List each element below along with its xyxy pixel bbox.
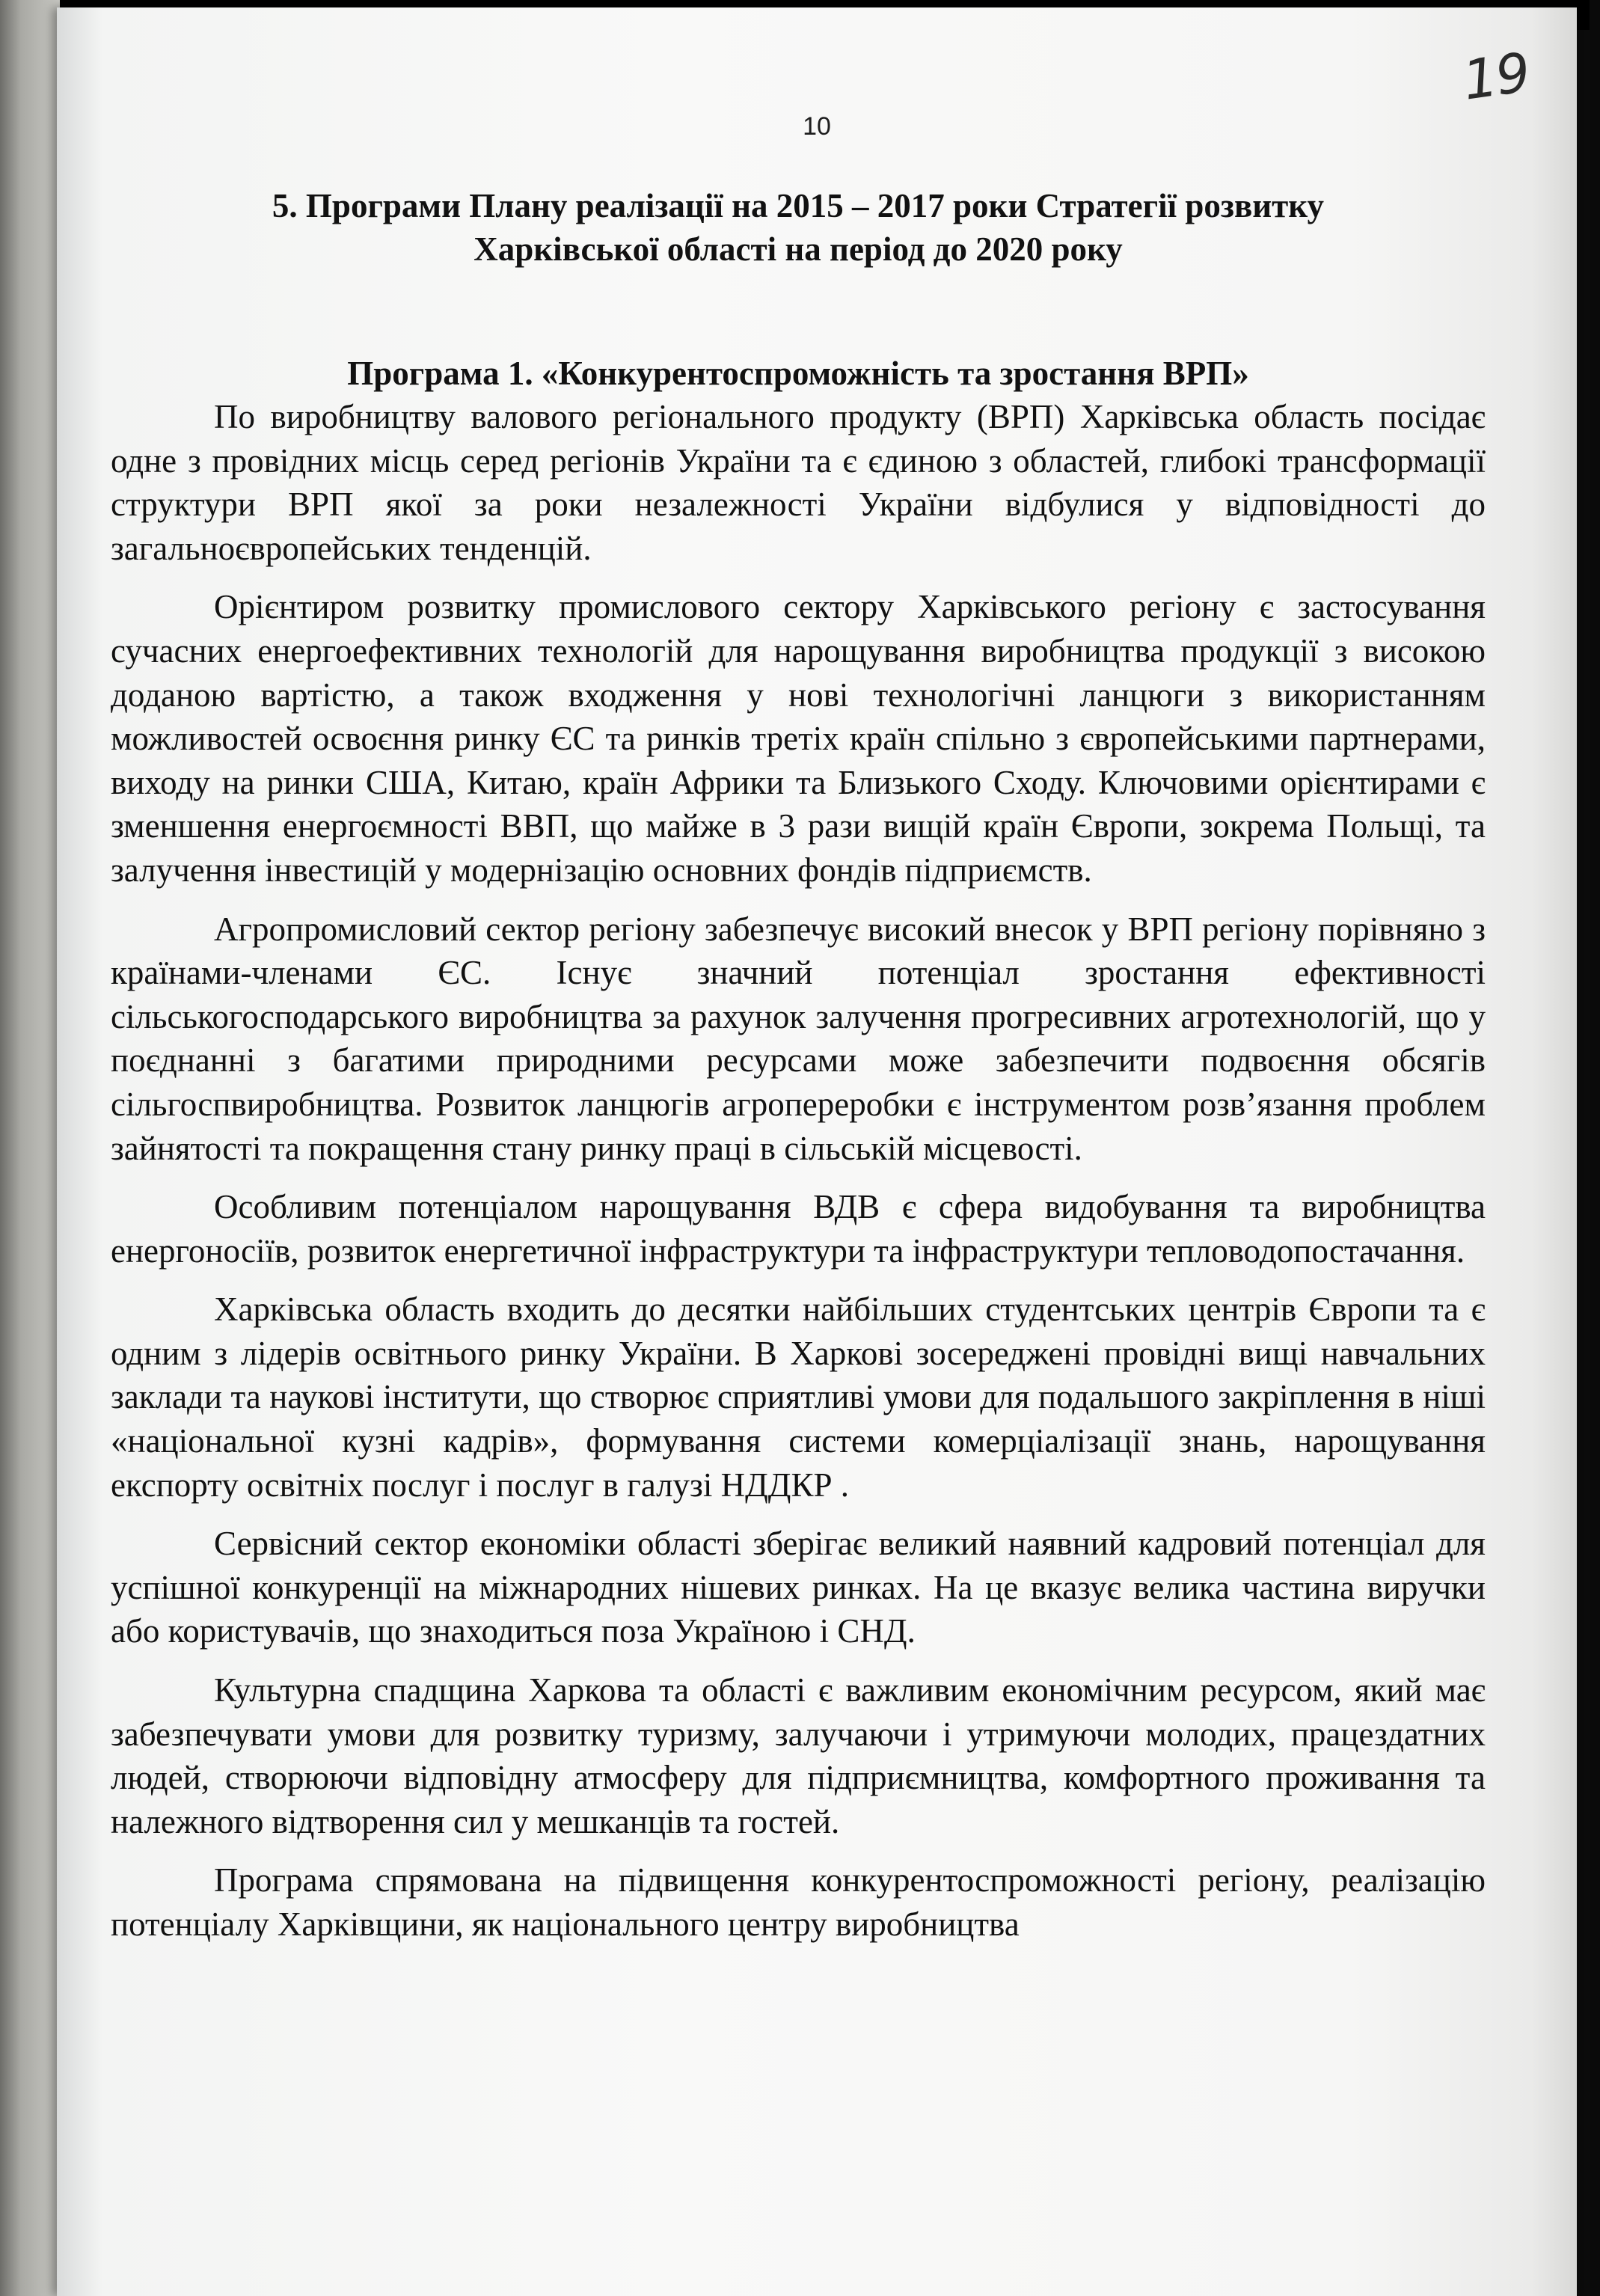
program-title: Програма 1. «Конкурентоспроможність та зростання ВРП» bbox=[347, 355, 1249, 392]
paragraph: Культурна спадщина Харкова та області є важливим економічним ресурсом, який має забезпечувати умови для розвитку туризму, залучаючи і утримуючи молодих, працездатних людей, створюючи відповідну атмосферу для підприємництва, комфортного проживання та належного відтворення сил у мешканців та гостей. bbox=[111, 1671, 1486, 1840]
paragraph: Особливим потенціалом нарощування ВДВ є сфера видобування та виробництва енергоносіїв, розвиток енергетичної інфраструктури та інфраструктури тепловодопостачання. bbox=[111, 1188, 1486, 1270]
page-number: 10 bbox=[803, 112, 831, 141]
paragraph: Сервісний сектор економіки області зберігає великий наявний кадровий потенціал для успішної конкуренції на міжнародних нішевих ринках. На це вказує велика частина виручки або користувачів, що знаходиться поза Україною і СНД. bbox=[111, 1525, 1486, 1650]
document-body bbox=[111, 184, 1486, 1947]
section-heading-line-2: Харківської області на період до 2020 року bbox=[473, 230, 1123, 268]
underlying-sheet bbox=[0, 0, 60, 2296]
section-heading bbox=[111, 184, 1486, 271]
paragraph: Харківська область входить до десятки найбільших студентських центрів Європи та є одним з лідерів освітнього ринку України. В Харкові зосереджені провідні вищі навчальних заклади та наукові інститути, що створює сприятливі умови для подальшого закріплення в ніші «національної кузні кадрів», формування системи комерціалізації знань, нарощування експорту освітніх послуг і послуг в галузі НДДКР . bbox=[111, 1291, 1486, 1504]
paragraph: Орієнтиром розвитку промислового сектору Харківського регіону є застосування сучасних енергоефективних технологій для нарощування виробництва продукції з високою доданою вартістю, а також входження у нові технологічні ланцюги з використанням можливостей освоєння ринку ЄС та ринків третіх країн спільно з європейськими партнерами, виходу на ринки США, Китаю, країн Африки та Близького Сходу. Ключовими орієнтирами є зменшення енергоємності ВВП, що майже в 3 рази вищій країн Європи, зокрема Польщі, та залучення інвестицій у модернізацію основних фондів підприємств. bbox=[111, 588, 1486, 889]
paragraph: Агропромисловий сектор регіону забезпечує високий внесок у ВРП регіону порівняно з країнами-членами ЄС. Існує значний потенціал зростання ефективності сільськогосподарського виробництва за рахунок залучення прогресивних агротехнологій, що у поєднанні з багатими природними ресурсами може забезпечити подвоєння обсягів сільгоспвиробництва. Розвиток ланцюгів агропереробки є інструментом розв’язання проблем зайнятості та покращення стану ринку праці в сільській місцевості. bbox=[111, 910, 1486, 1167]
section-heading-line-1: 5. Програми Плану реалізації на 2015 – 2017 роки Стратегії розвитку bbox=[272, 187, 1325, 224]
scan-background-right bbox=[1590, 0, 1600, 2296]
document-page bbox=[57, 7, 1577, 2296]
paragraph: По виробництву валового регіонального продукту (ВРП) Харківська область посідає одне з провідних місць серед регіонів України та є єдиною з областей, глибокі трансформації структури ВРП якої за роки незалежності України відбулися у відповідності до загальноєвропейських тенденцій. bbox=[111, 398, 1486, 567]
handwritten-page-number: 19 bbox=[1459, 40, 1533, 112]
paragraph: Програма спрямована на підвищення конкурентоспроможності регіону, реалізацію потенціалу Харківщини, як національного центру виробництва bbox=[111, 1861, 1486, 1943]
